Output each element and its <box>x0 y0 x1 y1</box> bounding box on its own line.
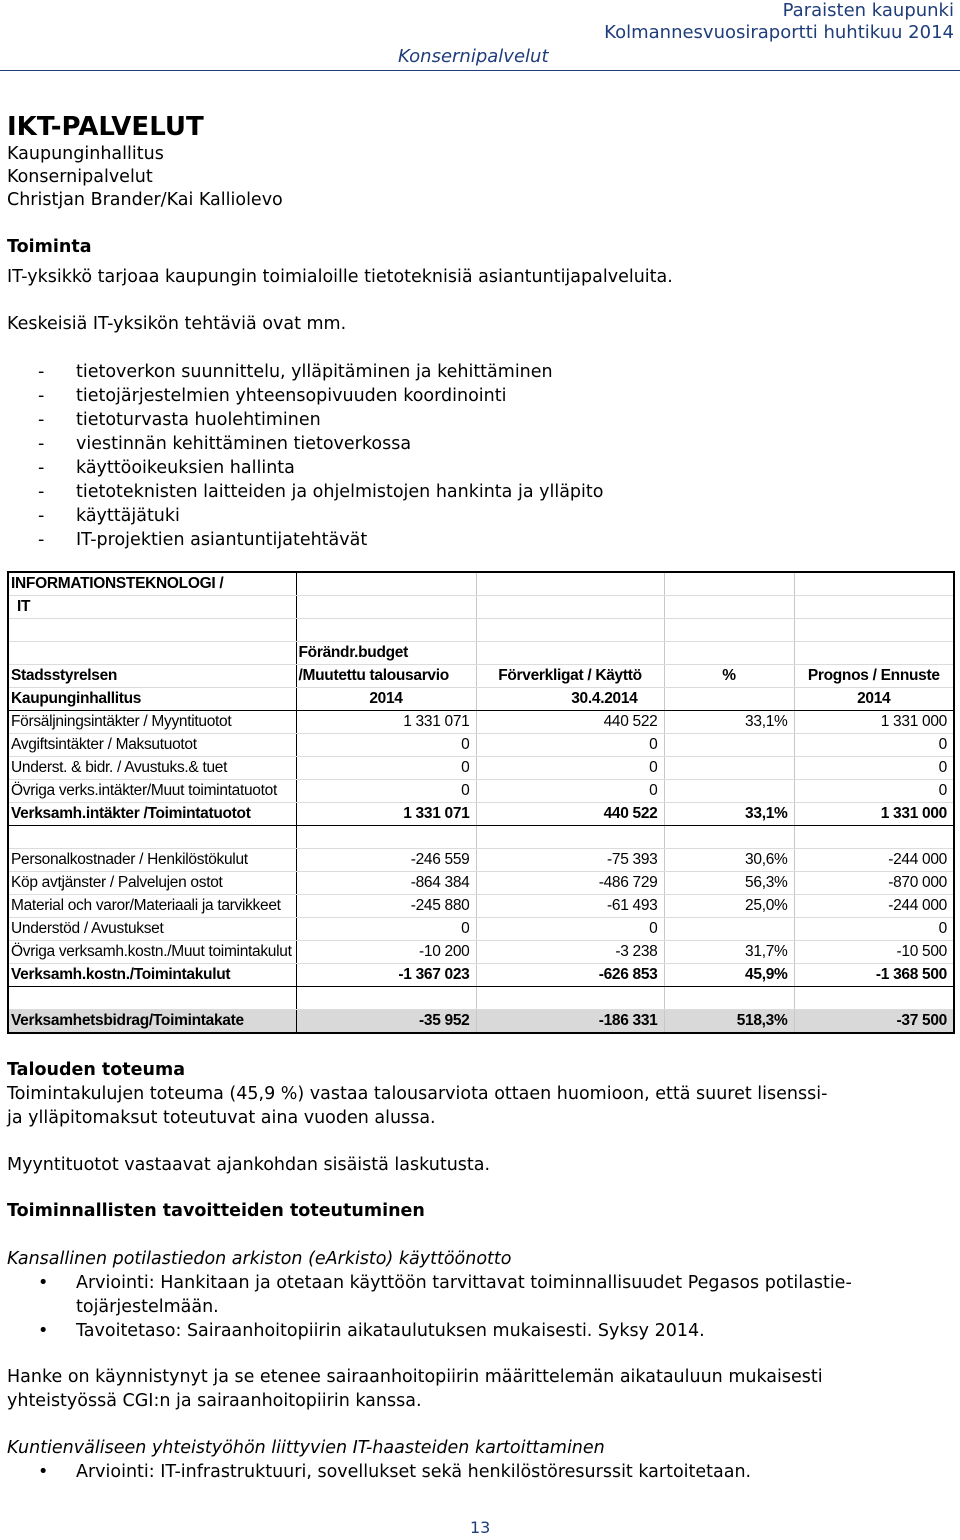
col-pct: % <box>664 665 794 688</box>
list-item: - viestinnän kehittäminen tietoverkossa <box>38 432 603 456</box>
document-header <box>604 0 954 44</box>
goal-2-list <box>38 1460 946 1484</box>
header-divider <box>0 70 960 71</box>
header-section: Konsernipalvelut <box>398 46 549 67</box>
goal-1-title: Kansallinen potilastiedon arkiston (eArkisto) käyttöönotto <box>7 1249 512 1269</box>
talous-paragraph-2: Myyntituotot vastaavat ajankohdan sisäistä laskutusta. <box>7 1155 491 1175</box>
tavoitteet-heading: Toiminnallisten tavoitteiden toteutuminen <box>7 1201 425 1221</box>
table-row: Material och varor/Materiaali ja tarvikkeet -245 880 -61 493 25,0% -244 000 <box>8 895 954 918</box>
row-label-2: Kaupunginhallitus <box>8 688 296 711</box>
table-row: Underst. & bidr. / Avustuks.& tuet 0 0 0 <box>8 757 954 780</box>
list-item: - tietojärjestelmien yhteensopivuuden koordinointi <box>38 384 603 408</box>
intro-line-2: Konsernipalvelut <box>7 167 153 187</box>
list-item: • Arviointi: Hankitaan ja otetaan käyttöön tarvittavat toiminnallisuudet Pegasos potilastie- tojärjestelmään. <box>38 1271 946 1319</box>
col-actual: Förverkligat / Käyttö <box>476 665 664 688</box>
intro-line-3: Christjan Brander/Kai Kalliolevo <box>7 190 283 210</box>
col-budget-2: /Muutettu talousarvio <box>296 665 476 688</box>
table-title-row <box>8 572 954 596</box>
financial-table <box>7 571 955 1034</box>
list-item: • Tavoitetaso: Sairaanhoitopiirin aikataulutuksen mukaisesti. Syksy 2014. <box>38 1319 946 1343</box>
table-row: Övriga verksamh.kostn./Muut toimintakulut -10 200 -3 238 31,7% -10 500 <box>8 941 954 964</box>
talous-paragraph-1a: Toimintakulujen toteuma (45,9 %) vastaa talousarviota ottaen huomioon, että suuret lisenssi- <box>7 1084 828 1104</box>
toiminta-paragraph-2: Keskeisiä IT-yksikön tehtäviä ovat mm. <box>7 314 347 334</box>
table-total-row: Verksamh.kostn./Toimintakulut -1 367 023 -626 853 45,9% -1 368 500 <box>8 964 954 987</box>
list-item: - IT-projektien asiantuntijatehtävät <box>38 528 603 552</box>
toiminta-heading: Toiminta <box>7 237 92 257</box>
table-header-row <box>8 688 954 711</box>
task-list <box>38 360 603 552</box>
year-budget: 2014 <box>296 688 476 711</box>
list-item: - käyttöoikeuksien hallinta <box>38 456 603 480</box>
talous-heading: Talouden toteuma <box>7 1060 186 1080</box>
table-row: Övriga verks.intäkter/Muut toimintatuotot 0 0 0 <box>8 780 954 803</box>
table-header-row <box>8 665 954 688</box>
goal-2-title: Kuntienväliseen yhteistyöhön liittyvien IT-haasteiden kartoittaminen <box>7 1438 605 1458</box>
toiminta-paragraph-1: IT-yksikkö tarjoaa kaupungin toimialoille tietoteknisiä asiantuntijapalveluita. <box>7 267 673 287</box>
table-title-2: IT <box>8 596 296 619</box>
list-item: - tietoverkon suunnittelu, ylläpitäminen ja kehittäminen <box>38 360 603 384</box>
goal-1-list <box>38 1271 946 1343</box>
header-org: Paraisten kaupunki <box>782 0 954 21</box>
table-row: Köp avtjänster / Palvelujen ostot -864 384 -486 729 56,3% -870 000 <box>8 872 954 895</box>
page-number: 13 <box>470 1518 491 1537</box>
talous-paragraph-1b: ja ylläpitomaksut toteutuvat aina vuoden alussa. <box>7 1108 436 1128</box>
table-row: Försäljningsintäkter / Myyntituotot 1 331 071 440 522 33,1% 1 331 000 <box>8 711 954 734</box>
table-title-row <box>8 596 954 619</box>
col-forecast: Prognos / Ennuste <box>794 665 954 688</box>
table-row: Avgiftsintäkter / Maksutuotot 0 0 0 <box>8 734 954 757</box>
table-row: Understöd / Avustukset 0 0 0 <box>8 918 954 941</box>
date-actual: 30.4.2014 <box>476 688 664 711</box>
list-item: • Arviointi: IT-infrastruktuuri, sovellukset sekä henkilöstöresurssit kartoitetaan. <box>38 1460 946 1484</box>
table-row: Personalkostnader / Henkilöstökulut -246 559 -75 393 30,6% -244 000 <box>8 849 954 872</box>
list-item: - tietoturvasta huolehtiminen <box>38 408 603 432</box>
table-title-1: INFORMATIONSTEKNOLOGI / <box>8 572 296 596</box>
table-grand-total-row: Verksamhetsbidrag/Toimintakate -35 952 -186 331 518,3% -37 500 <box>8 1010 954 1034</box>
goal-1-status-a: Hanke on käynnistynyt ja se etenee sairaanhoitopiirin määrittelemän aikatauluun mukaisesti <box>7 1367 823 1387</box>
table-total-row: Verksamh.intäkter /Toimintatuotot 1 331 071 440 522 33,1% 1 331 000 <box>8 803 954 826</box>
intro-line-1: Kaupunginhallitus <box>7 144 164 164</box>
list-item: - tietoteknisten laitteiden ja ohjelmistojen hankinta ja ylläpito <box>38 480 603 504</box>
year-forecast: 2014 <box>794 688 954 711</box>
page-title: IKT-PALVELUT <box>7 112 204 142</box>
header-report: Kolmannesvuosiraportti huhtikuu 2014 <box>604 22 954 43</box>
goal-1-status-b: yhteistyössä CGI:n ja sairaanhoitopiirin kanssa. <box>7 1391 422 1411</box>
table-header-row <box>8 642 954 665</box>
col-budget-1: Förändr.budget <box>296 642 476 665</box>
row-label-1: Stadsstyrelsen <box>8 665 296 688</box>
list-item: - käyttäjätuki <box>38 504 603 528</box>
